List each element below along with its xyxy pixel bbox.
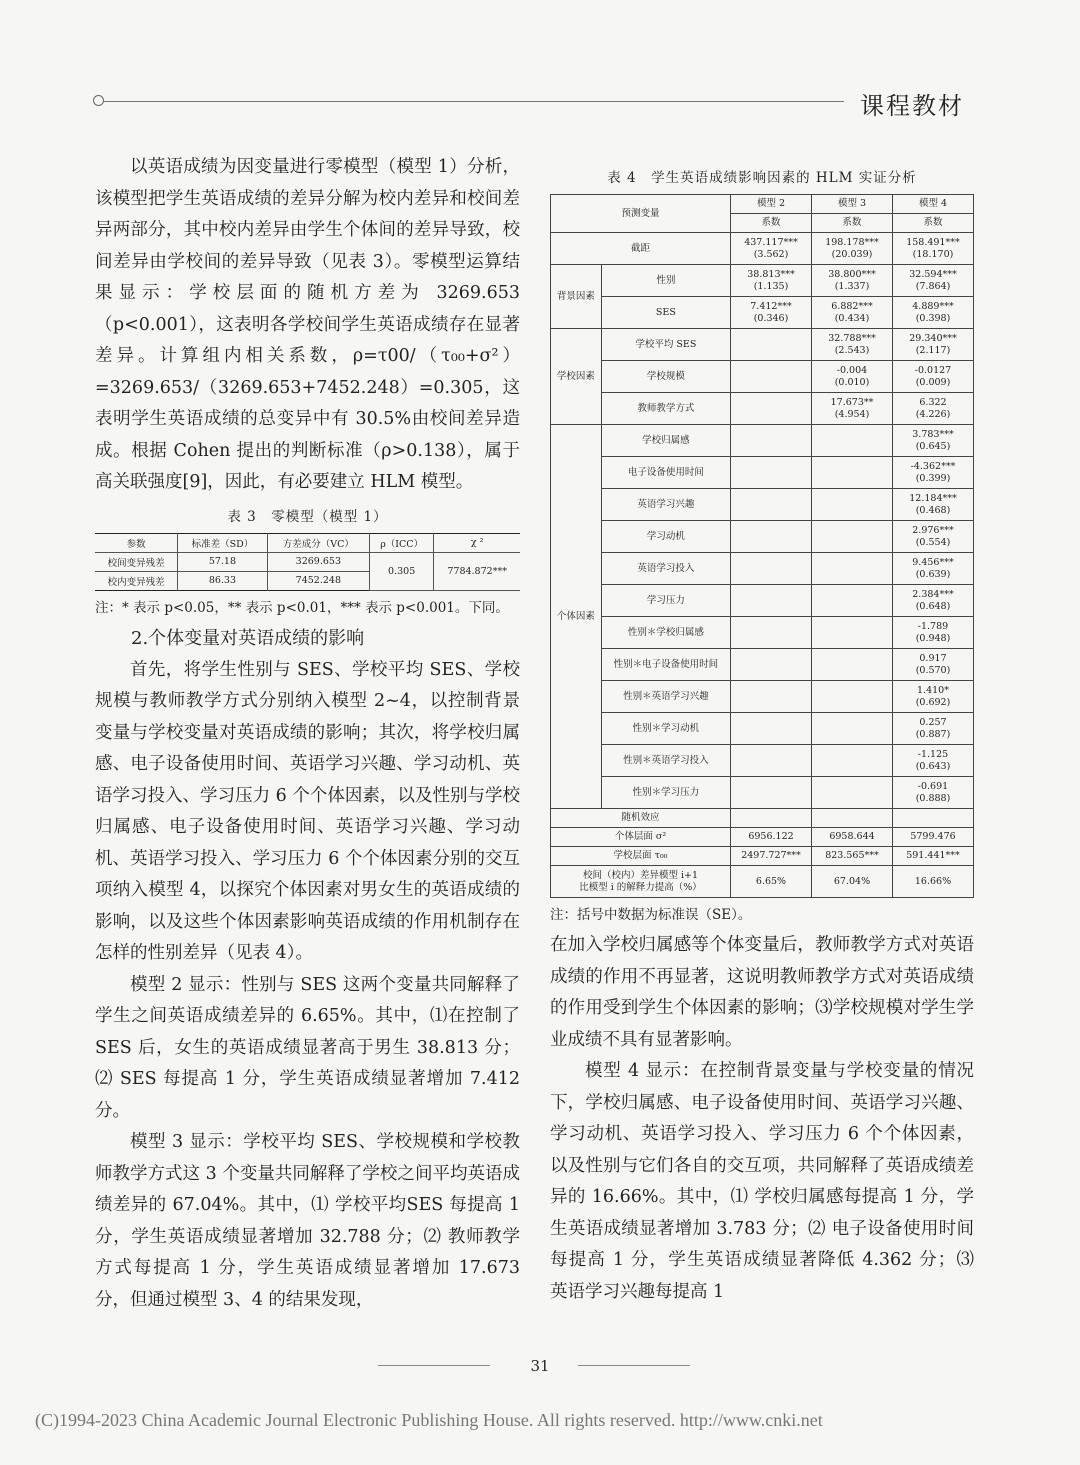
table4-row-random	[551, 809, 974, 828]
table4-value-cell	[812, 425, 893, 457]
table4-value-cell: 1.410* (0.692)	[893, 681, 974, 713]
table4-value-cell: 67.04%	[812, 866, 893, 898]
table4-value-cell: 6.322 (4.226)	[893, 393, 974, 425]
table4-empty-cell	[731, 809, 812, 828]
table4-value-cell: 32.788*** (2.543)	[812, 329, 893, 361]
paragraph-continued: 在加入学校归属感等个体变量后，教师教学方式对英语成绩的作用不再显著，这说明教师教学方式对英语成绩的作用受到学生个体因素的影响；⑶学校规模对学生学业成绩不具有显著影响。	[550, 935, 974, 1050]
table4-empty-cell	[812, 809, 893, 828]
table4-value-cell: 158.491*** (18.170)	[893, 233, 974, 265]
table4-row	[551, 681, 974, 713]
table3-cell: 86.33	[178, 571, 268, 590]
table4-value-cell: 12.184*** (0.468)	[893, 489, 974, 521]
table4-row-label: 个体层面 σ²	[551, 828, 731, 847]
paragraph-model3: 模型 3 显示：学校平均 SES、学校规模和学校教师教学方式这 3 个变量共同解释了学校之间平均英语成绩差异的 67.04%。其中，⑴ 学校平均SES 每提高 1 分，学生英语成绩显著增加 32.788 分；⑵ 教师教学方式每提高 1 分，学生英语成绩显著增加 17.673 分，但通过模型 3、4 的结果发现，	[95, 1132, 520, 1310]
table4-value-cell: 6.882*** (0.434)	[812, 297, 893, 329]
table4-row	[551, 713, 974, 745]
table4-row-label: 随机效应	[551, 809, 731, 828]
table4-header-model: 模型 3	[812, 195, 893, 214]
table3-chi: 7784.872***	[434, 552, 520, 590]
table4-value-cell	[812, 745, 893, 777]
table3-header: ρ（ICC）	[369, 533, 433, 552]
table4-row	[551, 649, 974, 681]
left-column	[95, 152, 520, 1316]
table4-row-intercept	[551, 233, 974, 265]
table4-value-cell	[731, 553, 812, 585]
table4-header-model: 模型 4	[893, 195, 974, 214]
table4-value-cell	[731, 649, 812, 681]
table4-value-cell: 823.565***	[812, 847, 893, 866]
table4-value-cell	[731, 361, 812, 393]
table4-value-cell: 6958.644	[812, 828, 893, 847]
paragraph-null-model: 以英语成绩为因变量进行零模型（模型 1）分析，该模型把学生英语成绩的差异分解为校内差异和校间差异两部分，其中校内差异由学生个体间的差异导致，校间差异由学校间的差异导致（见表 3）。零模型运算结果显示：学校层面的随机方差为 3269.653（p<0.001），这表明各学校间学生英语成绩存在显著差异。计算组内相关系数，ρ=τ00/（τ₀₀+σ²）=3269.653/（3269.653+7452.248）=0.305，这表明学生英语成绩的总变异中有 30.5%由校间差异造成。根据 Cohen 提出的判断标准（ρ>0.138），属于高关联强度[9]，因此，有必要建立 HLM 模型。	[95, 157, 520, 492]
copyright-notice: (C)1994-2023 China Academic Journal Electronic Publishing House. All rights reserved. http://www.cnki.net	[35, 1410, 823, 1430]
table4-value-cell: 6956.122	[731, 828, 812, 847]
table4-row	[551, 457, 974, 489]
table4-header-model: 模型 2	[731, 195, 812, 214]
table4-row	[551, 297, 974, 329]
table3-cell: 校内变异残差	[95, 571, 178, 590]
table4-value-cell: 3.783*** (0.645)	[893, 425, 974, 457]
table4-caption: 表 4 学生英语成绩影响因素的 HLM 实证分析	[607, 170, 917, 186]
table4-value-cell: 17.673** (4.954)	[812, 393, 893, 425]
table4-row-label: 学习压力	[601, 585, 730, 617]
table4-row-label: 教师教学方式	[601, 393, 730, 425]
table4-row-label: 截距	[551, 233, 731, 265]
table4-row	[551, 393, 974, 425]
table4-value-cell: -0.004 (0.010)	[812, 361, 893, 393]
table4-value-cell	[812, 553, 893, 585]
page-number-wrap	[0, 1356, 1080, 1375]
table4-row	[551, 777, 974, 809]
header-rule	[104, 101, 844, 102]
table4-row-label: 校间（校内）差异模型 i+1 比模型 i 的解释力提高（%）	[551, 866, 731, 898]
table3-rho: 0.305	[369, 552, 433, 590]
table4-value-cell	[731, 329, 812, 361]
table4-value-cell	[812, 649, 893, 681]
table3-cell: 57.18	[178, 552, 268, 571]
table4-row-label: 性别＊英语学习兴趣	[601, 681, 730, 713]
table4-value-cell	[812, 617, 893, 649]
table4-value-cell	[731, 617, 812, 649]
right-column	[550, 160, 992, 1308]
table4-value-cell	[731, 585, 812, 617]
table4-value-cell: -1.125 (0.643)	[893, 745, 974, 777]
table4-row-explained	[551, 866, 974, 898]
table4-row	[551, 585, 974, 617]
table4-value-cell: 591.441***	[893, 847, 974, 866]
table3-header: 标准差（SD）	[178, 533, 268, 552]
table4-row-label: 性别＊英语学习投入	[601, 745, 730, 777]
table3-header: 方差成分（VC）	[267, 533, 369, 552]
table4-value-cell: 2497.727***	[731, 847, 812, 866]
page-number-rule-right	[578, 1365, 690, 1366]
paragraph-model4: 模型 4 显示：在控制背景变量与学校变量的情况下，学校归属感、电子设备使用时间、英语学习兴趣、学习动机、英语学习投入、学习压力 6 个个体因素，以及性别与它们各自的交互项，共同解释了英语成绩差异的 16.66%。其中，⑴ 学校归属感每提高 1 分，学生英语成绩显著增加 3.783 分；⑵ 电子设备使用时间每提高 1 分，学生英语成绩显著降低 4.362 分；⑶ 英语学习兴趣每提高 1	[550, 1061, 992, 1302]
paragraph-method: 首先，将学生性别与 SES、学校平均 SES、学校规模与教师教学方式分别纳入模型 2~4，以控制背景变量与学校变量对英语成绩的影响；其次，将学校归属感、电子设备使用时间、英语学习兴趣、学习动机、英语学习投入、学习压力 6 个个体因素，以及性别与学校归属感、电子设备使用时间、英语学习兴趣、学习动机、英语学习投入、学习压力 6 个个体因素分别的交互项纳入模型 4，以探究个体因素对男女生的英语成绩的影响，以及这些个体因素影响英语成绩的作用机制存在怎样的性别差异（见表 4）。	[95, 659, 520, 963]
table4-value-cell	[812, 713, 893, 745]
table4-empty-cell	[893, 809, 974, 828]
table4-row-label: 学习动机	[601, 521, 730, 553]
table4-row	[551, 521, 974, 553]
table4-value-cell: 16.66%	[893, 866, 974, 898]
table4-value-cell: 0.917 (0.570)	[893, 649, 974, 681]
table4-row	[551, 553, 974, 585]
table4-row-label: 性别＊学习动机	[601, 713, 730, 745]
table3-header: 参数	[95, 533, 178, 552]
table4-value-cell: 6.65%	[731, 866, 812, 898]
table4-value-cell: -0.691 (0.888)	[893, 777, 974, 809]
table4-value-cell	[731, 681, 812, 713]
table4-value-cell: 38.800*** (1.337)	[812, 265, 893, 297]
table4-value-cell	[731, 489, 812, 521]
table3	[95, 533, 520, 591]
table3-note: 注：* 表示 p<0.05，** 表示 p<0.01，*** 表示 p<0.001。下同。	[95, 599, 509, 616]
table4-value-cell: 38.813*** (1.135)	[731, 265, 812, 297]
table4-value-cell: 198.178*** (20.039)	[812, 233, 893, 265]
table3-cell: 3269.653	[267, 552, 369, 571]
table4-value-cell	[731, 425, 812, 457]
table4-value-cell: 2.384*** (0.648)	[893, 585, 974, 617]
table4-value-cell: 5799.476	[893, 828, 974, 847]
table4-row	[551, 329, 974, 361]
table4-value-cell	[731, 777, 812, 809]
table4-row-label: SES	[601, 297, 730, 329]
table4-value-cell: 29.340*** (2.117)	[893, 329, 974, 361]
table4-value-cell: 0.257 (0.887)	[893, 713, 974, 745]
table4-row	[551, 617, 974, 649]
table4-row-label: 英语学习投入	[601, 553, 730, 585]
table4	[550, 194, 974, 898]
table4-row-label: 学校规模	[601, 361, 730, 393]
table4-header-coef: 系数	[731, 214, 812, 233]
table3-cell: 校间变异残差	[95, 552, 178, 571]
table4-value-cell: -0.0127 (0.009)	[893, 361, 974, 393]
table4-value-cell: 4.889*** (0.398)	[893, 297, 974, 329]
page-number: 31	[530, 1357, 550, 1375]
table4-row	[551, 425, 974, 457]
table4-value-cell: 437.117*** (3.562)	[731, 233, 812, 265]
table4-row	[551, 265, 974, 297]
table4-value-cell: 2.976*** (0.554)	[893, 521, 974, 553]
table4-row-label: 学校归属感	[601, 425, 730, 457]
table4-value-cell	[812, 681, 893, 713]
table4-row	[551, 361, 974, 393]
table4-row-label: 学校平均 SES	[601, 329, 730, 361]
table4-row-label: 英语学习兴趣	[601, 489, 730, 521]
paragraph-model2: 模型 2 显示：性别与 SES 这两个变量共同解释了学生之间英语成绩差异的 6.65%。其中，⑴在控制了 SES 后，女生的英语成绩显著高于男生 38.813 分；⑵ SES 每提高 1 分，学生英语成绩显著增加 7.412 分。	[95, 974, 520, 1121]
table4-value-cell	[731, 745, 812, 777]
table4-row-label: 性别＊学习压力	[601, 777, 730, 809]
table4-row-variance	[551, 828, 974, 847]
table4-row-label: 性别＊学校归属感	[601, 617, 730, 649]
table4-row-variance	[551, 847, 974, 866]
table3-cell: 7452.248	[267, 571, 369, 590]
section-title: 课程教材	[860, 92, 964, 120]
table4-value-cell	[731, 713, 812, 745]
table3-header: χ ²	[434, 533, 520, 552]
table4-note: 注：括号中数据为标准误（SE）。	[550, 907, 752, 923]
table4-group-label: 背景因素	[551, 265, 602, 329]
table4-value-cell: -4.362*** (0.399)	[893, 457, 974, 489]
table4-row	[551, 489, 974, 521]
table4-group-label: 学校因素	[551, 329, 602, 425]
table4-value-cell	[812, 489, 893, 521]
table4-value-cell	[812, 521, 893, 553]
table4-header-predictor: 预测变量	[551, 195, 731, 233]
table4-value-cell: 7.412*** (0.346)	[731, 297, 812, 329]
table4-value-cell	[731, 457, 812, 489]
table4-value-cell	[812, 585, 893, 617]
table4-row-label: 性别＊电子设备使用时间	[601, 649, 730, 681]
table4-value-cell	[731, 393, 812, 425]
table3-caption: 表 3 零模型（模型 1）	[227, 508, 388, 525]
table4-value-cell: 32.594*** (7.864)	[893, 265, 974, 297]
table4-header-coef: 系数	[893, 214, 974, 233]
table4-value-cell: -1.789 (0.948)	[893, 617, 974, 649]
table4-value-cell	[731, 521, 812, 553]
table4-row	[551, 745, 974, 777]
section-heading: 2.个体变量对英语成绩的影响	[131, 627, 365, 649]
header-circle-ornament	[93, 95, 104, 106]
table4-value-cell	[812, 457, 893, 489]
table4-header-coef: 系数	[812, 214, 893, 233]
table4-value-cell: 9.456*** (0.639)	[893, 553, 974, 585]
table4-row-label: 学校层面 τ₀₀	[551, 847, 731, 866]
table4-row-label: 性别	[601, 265, 730, 297]
table4-value-cell	[812, 777, 893, 809]
table4-row-label: 电子设备使用时间	[601, 457, 730, 489]
table4-group-label: 个体因素	[551, 425, 602, 809]
